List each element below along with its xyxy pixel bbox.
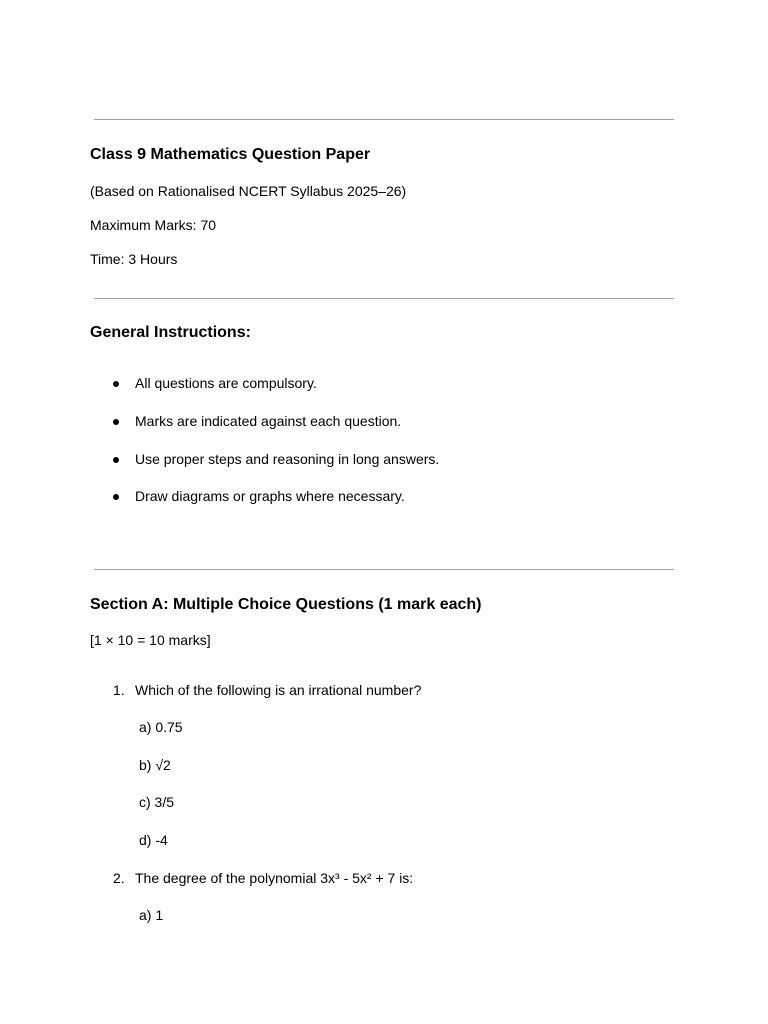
bullet-icon	[113, 419, 119, 425]
time-allowed: Time: 3 Hours	[90, 251, 178, 267]
option-b: b) √2	[139, 757, 171, 773]
bullet-icon	[113, 381, 119, 387]
option-a: a) 1	[139, 907, 164, 923]
question-text: Which of the following is an irrational number?	[135, 682, 422, 698]
section-a-heading: Section A: Multiple Choice Questions (1 mark each)	[90, 596, 482, 613]
instruction-text: Marks are indicated against each question.	[135, 413, 402, 429]
question-number: 2.	[113, 870, 125, 886]
paper-title: Class 9 Mathematics Question Paper	[90, 146, 371, 163]
instruction-text: All questions are compulsory.	[135, 375, 317, 391]
divider-instructions	[94, 298, 674, 299]
divider-top	[94, 119, 674, 120]
question-number: 1.	[113, 682, 125, 698]
option-c: c) 3/5	[139, 794, 175, 810]
instructions-heading: General Instructions:	[90, 324, 251, 341]
option-a: a) 0.75	[139, 719, 183, 735]
bullet-icon	[113, 457, 119, 463]
max-marks: Maximum Marks: 70	[90, 217, 217, 233]
bullet-icon	[113, 494, 119, 500]
divider-section-a	[94, 569, 674, 570]
instruction-text: Use proper steps and reasoning in long answers.	[135, 451, 440, 467]
syllabus-note: (Based on Rationalised NCERT Syllabus 2025–26)	[90, 183, 407, 199]
question-text: The degree of the polynomial 3x³ - 5x² + 7 is:	[135, 870, 414, 886]
instruction-text: Draw diagrams or graphs where necessary.	[135, 488, 405, 504]
section-a-marks: [1 × 10 = 10 marks]	[90, 632, 211, 648]
option-d: d) -4	[139, 832, 168, 848]
